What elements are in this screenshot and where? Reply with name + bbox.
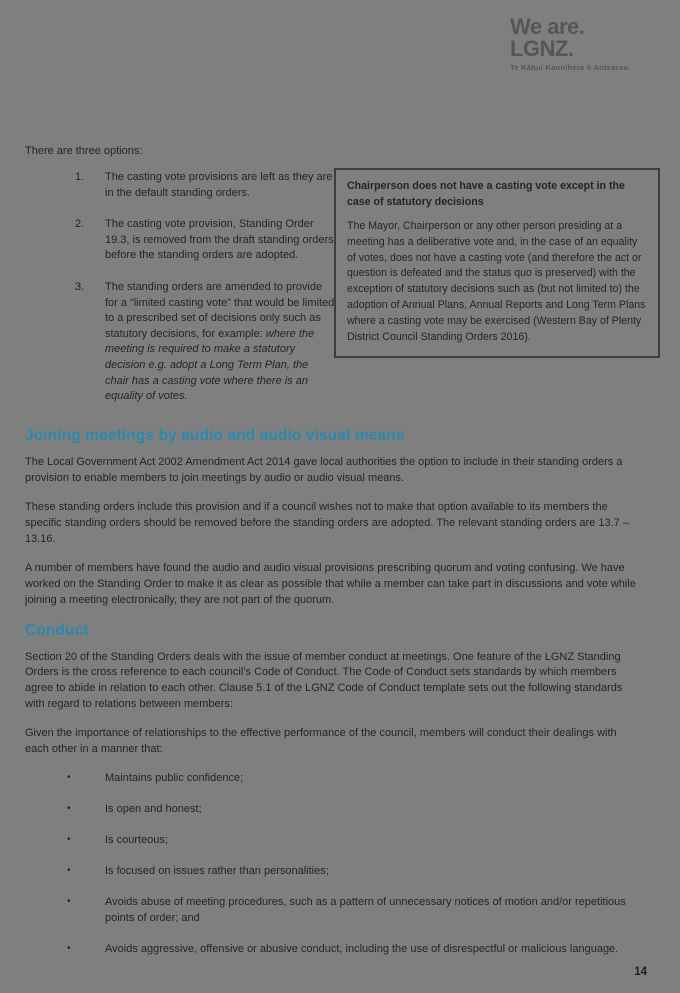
option-number: 1. [75, 171, 85, 183]
options-intro: There are three options: [25, 145, 143, 157]
option-text [105, 170, 335, 201]
bullet-icon: • [67, 803, 71, 815]
bullet-item [25, 895, 655, 927]
conduct-paragraph-1: Section 20 of the Standing Orders deals with the issue of member conduct at meetings. One feature of the LGNZ Standing Orders is the cross reference to each council’s Code of Conduct. The Code of Conduct sets standards by which members agree to abide in relation to each other. Clause 5.1 of the LGNZ Code of Conduct template sets out the following standards with regard to relations between members: [25, 650, 623, 711]
bullet-item [25, 864, 655, 880]
option-text [105, 280, 335, 405]
callout-title: Chairperson does not have a casting vote except in the case of statutory decisions [347, 180, 625, 208]
logo-line-2: LGNZ. [510, 35, 574, 61]
bullet-icon: • [67, 772, 71, 784]
bullet-icon: • [67, 864, 71, 876]
bullet-text: Maintains public confidence; [105, 772, 244, 785]
option-text [105, 217, 335, 264]
bullet-icon: • [67, 834, 71, 845]
bullet-text: Avoids abuse of meeting procedures, such as a pattern of unnecessary notices of motion and/or repetitious points of order; and [105, 895, 626, 924]
heading-joining-meetings: Joining meetings by audio and audio visual means [25, 427, 405, 444]
options-section [25, 145, 655, 427]
option-item-3 [25, 280, 337, 405]
option-text-normal: The standing orders are amended to provide for a “limited casting vote” that would be limited to a prescribed set of decisions only such as statutory decisions, for example: [105, 281, 335, 340]
option-text-normal: The casting vote provision, Standing Order 19.3, is removed from the draft standing orders before the standing orders are adopted. [105, 218, 334, 262]
page-number: 14 [634, 966, 647, 978]
option-item-1 [25, 170, 337, 201]
option-item-2 [25, 217, 337, 264]
conduct-paragraph-2: Given the importance of relationships to the effective performance of the council, members will conduct their dealings with each other in a manner that: [25, 727, 617, 756]
option-number: 3. [75, 281, 85, 294]
option-number: 2. [75, 218, 85, 231]
bullet-text: Is open and honest; [105, 803, 202, 816]
conduct-bullet-list [25, 771, 655, 958]
joining-paragraph-1: The Local Government Act 2002 Amendment Act 2014 gave local authorities the option to include in their standing orders a provision to enable members to join meetings by audio or audio visual means. [25, 456, 623, 484]
bullet-icon: • [67, 942, 71, 954]
bullet-text: Is courteous; [105, 834, 168, 846]
bullet-item [25, 771, 655, 787]
joining-paragraph-2: These standing orders include this provision and if a council wishes not to make that option available to its members the specific standing orders should be removed before the standing orders are adopted. The relevant standing orders are 13.7 – 13.16. [25, 500, 629, 545]
bullet-text: Is focused on issues rather than personalities; [105, 864, 329, 877]
bullet-icon: • [67, 895, 71, 907]
logo-tagline: Te Kāhui Kaunihera ō Aotearoa. [510, 63, 631, 73]
option-text-italic: where the meeting is required to make a statutory decision e.g. adopt a Long Term Plan, the chair has a casting vote where there is an equality of votes. [105, 327, 315, 403]
bullet-item [25, 942, 655, 958]
page-content [25, 145, 655, 973]
lgnz-logo [510, 16, 630, 72]
bullet-text: Avoids aggressive, offensive or abusive conduct, including the use of disrespectful or malicious language. [105, 942, 619, 955]
bullet-item [25, 802, 655, 818]
casting-vote-callout-box [334, 168, 660, 358]
heading-conduct: Conduct [25, 621, 89, 639]
joining-paragraph-3: A number of members have found the audio and audio visual provisions prescribing quorum and voting confusing. We have worked on the Standing Order to make it as clear as possible that while a member can take part in discussions and vote while joining a meeting electronically, they are not part of the quorum. [25, 561, 636, 606]
option-text-normal: The casting vote provisions are left as they are in the default standing orders. [105, 171, 333, 199]
bullet-item [25, 833, 655, 849]
logo-line-1: We are. [510, 14, 585, 39]
callout-body: The Mayor, Chairperson or any other person presiding at a meeting has a deliberative vote and, in the case of an equality of votes, does not have a casting vote (and therefore the act or question is defeated and the status quo is preserved) with the exception of statutory decisions such as (but not limited to) the adoption of Annual Plans, Annual Reports and Long Term Plans where a casting vote may be exercised (Western Bay of Plenty District Council Standing Orders 2016). [347, 219, 646, 344]
